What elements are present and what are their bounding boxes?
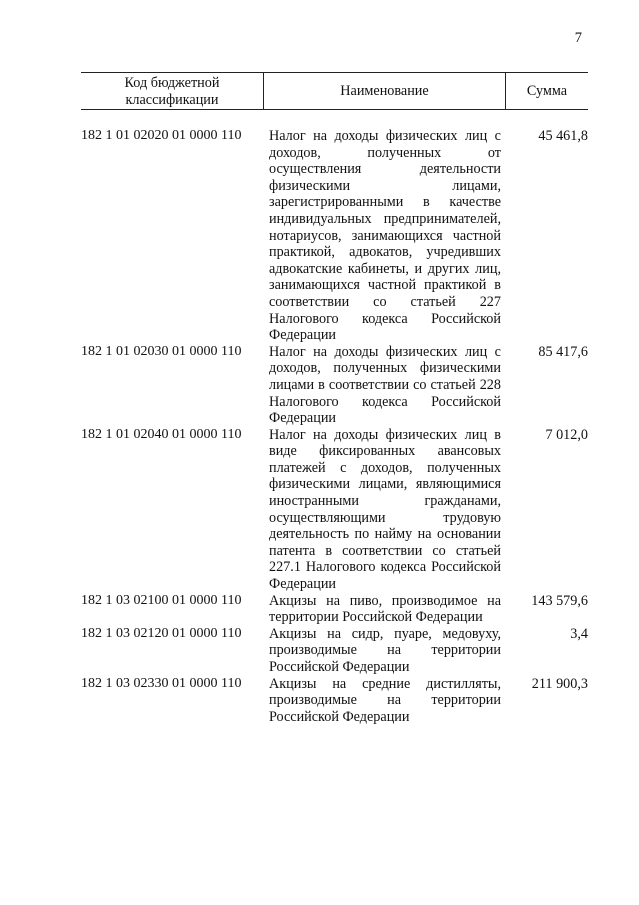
- header-name: Наименование: [264, 73, 506, 109]
- table-row: [81, 626, 588, 676]
- row-name: Налог на доходы физических лиц с доходов, полученных от осуществления деятельности физическими лицами, зарегистрированными в качестве индивидуальных предпринимателей, нотариусов, занимающихся частной практикой, адвокатов, учредивших адвокатские кабинеты, и других лиц, занимающихся частной практикой в соответствии со статьей 227 Налогового кодекса Российской Федерации: [269, 128, 501, 344]
- table-row: [81, 676, 588, 726]
- header-sum: Сумма: [526, 82, 568, 99]
- table-body: [81, 128, 588, 725]
- row-sum: 7 012,0: [545, 426, 588, 443]
- row-name: Акцизы на пиво, производимое на территории Российской Федерации: [269, 592, 501, 626]
- row-name: Налог на доходы физических лиц с доходов, полученных физическими лицами в соответствии со статьей 228 Налогового кодекса Российской Федерации: [269, 343, 501, 427]
- row-sum: 143 579,6: [531, 592, 588, 609]
- row-name: Акцизы на сидр, пуаре, медовуху, производимые на территории Российской Федерации: [269, 625, 501, 675]
- row-name: Налог на доходы физических лиц в виде фиксированных авансовых платежей с доходов, полученных физическими лицами, являющимися иностранными гражданами, осуществляющими трудовую деятельность по найму на основании патента в соответствии со статьей 227.1 Налогового кодекса Российской Федерации: [269, 426, 501, 593]
- row-code: 182 1 01 02020 01 0000 110: [81, 128, 242, 143]
- page-number: 7: [574, 30, 582, 46]
- row-name: Акцизы на средние дистилляты, производимые на территории Российской Федерации: [269, 675, 501, 725]
- table-row: [81, 593, 588, 626]
- row-code: 182 1 03 02100 01 0000 110: [81, 592, 242, 608]
- row-sum: 45 461,8: [538, 128, 588, 144]
- table-row: [81, 427, 588, 593]
- row-code: 182 1 01 02030 01 0000 110: [81, 343, 242, 359]
- table-row: [81, 344, 588, 427]
- header-code: Код бюджетной классификации: [81, 73, 264, 109]
- row-sum: 211 900,3: [531, 675, 588, 692]
- row-code: 182 1 03 02120 01 0000 110: [81, 625, 242, 641]
- row-sum: 85 417,6: [538, 343, 588, 360]
- table-row: [81, 128, 588, 344]
- row-code: 182 1 03 02330 01 0000 110: [81, 675, 242, 691]
- table-header: [81, 72, 588, 110]
- row-sum: 3,4: [570, 625, 588, 642]
- row-code: 182 1 01 02040 01 0000 110: [81, 426, 242, 442]
